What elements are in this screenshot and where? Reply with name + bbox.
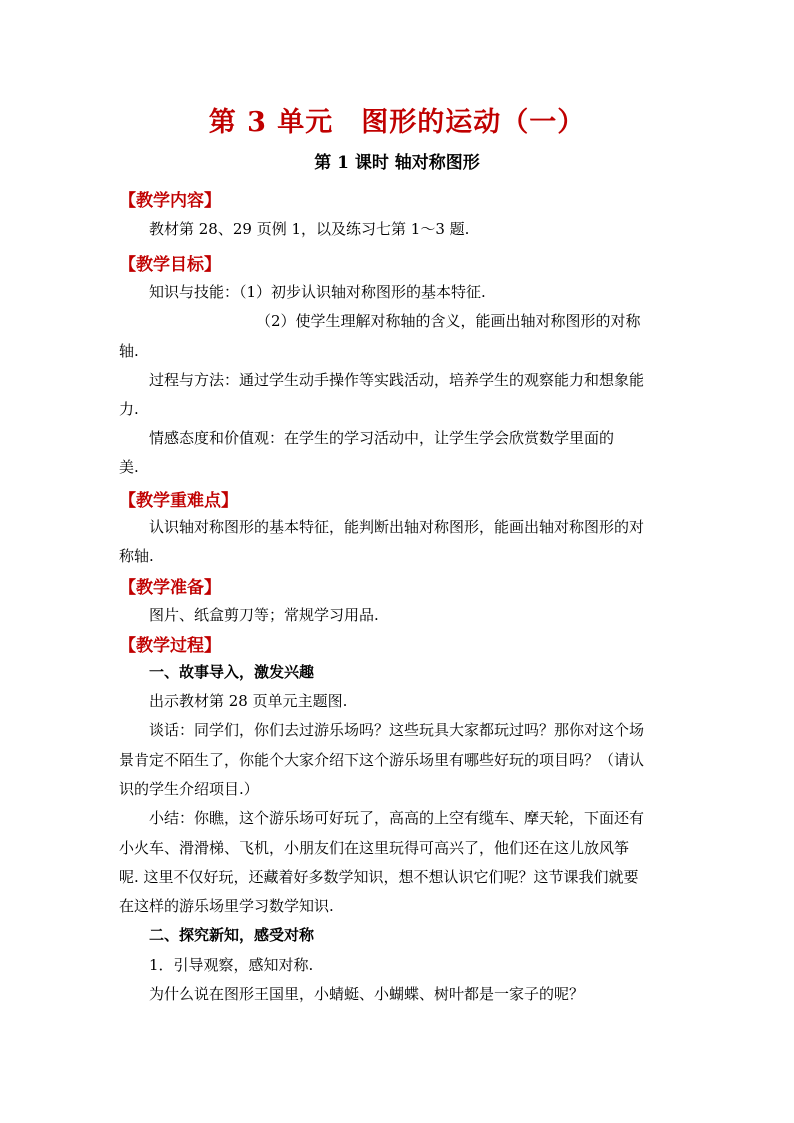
heading-teaching-content: 【教学内容】: [119, 191, 221, 211]
step1-line1: 出示教材第 28 页单元主题图.: [149, 692, 348, 710]
talk-line-c: 识的学生介绍项目.）: [119, 780, 259, 798]
goal-process-b: 力.: [119, 400, 139, 418]
prep-text: 图片、纸盒剪刀等；常规学习用品.: [149, 606, 379, 624]
step2-title: 二、探究新知，感受对称: [149, 926, 315, 944]
heading-process: 【教学过程】: [119, 636, 221, 656]
goal-attitude-a: 情感态度和价值观：在学生的学习活动中，让学生学会欣赏数学里面的: [149, 429, 615, 447]
lesson-subtitle: 第 1 课时 轴对称图形: [314, 153, 480, 173]
keypoints-b: 称轴.: [119, 547, 154, 565]
keypoints-a: 认识轴对称图形的基本特征，能判断出轴对称图形，能画出轴对称图形的对: [149, 518, 645, 536]
step1-title: 一、故事导入，激发兴趣: [149, 663, 315, 681]
unit-title: 第 3 单元 图形的运动（一）: [208, 107, 586, 138]
goal-attitude-b: 美.: [119, 458, 139, 476]
summary-line-d: 在这样的游乐场里学习数学知识.: [119, 897, 334, 915]
goal-knowledge-2a: （2）使学生理解对称轴的含义，能画出轴对称图形的对称: [256, 312, 641, 330]
step2-line2: 为什么说在图形王国里，小蜻蜓、小蝴蝶、树叶都是一家子的呢？: [149, 985, 585, 1003]
heading-teaching-goals: 【教学目标】: [119, 255, 221, 275]
goal-process-a: 过程与方法：通过学生动手操作等实践活动，培养学生的观察能力和想象能: [149, 371, 645, 389]
summary-line-c: 呢. 这里不仅好玩，还藏着好多数学知识，想不想认识它们呢？这节课我们就要: [119, 868, 639, 886]
summary-line-a: 小结：你瞧，这个游乐场可好玩了，高高的上空有缆车、摩天轮，下面还有: [149, 809, 645, 827]
heading-key-points: 【教学重难点】: [119, 491, 238, 511]
heading-preparation: 【教学准备】: [119, 578, 221, 598]
step2-line1: 1．引导观察，感知对称.: [149, 956, 314, 974]
goal-knowledge-1: 知识与技能：（1）初步认识轴对称图形的基本特征.: [149, 283, 486, 301]
talk-line-a: 谈话：同学们，你们去过游乐场吗？这些玩具大家都玩过吗？那你对这个场: [149, 721, 645, 739]
talk-line-b: 景肯定不陌生了，你能个大家介绍下这个游乐场里有哪些好玩的项目吗？（请认: [119, 751, 645, 769]
content-text: 教材第 28、29 页例 1，以及练习七第 1～3 题.: [149, 220, 470, 238]
goal-knowledge-2b: 轴.: [119, 342, 139, 360]
summary-line-b: 小火车、滑滑梯、飞机，小朋友们在这里玩得可高兴了，他们还在这儿放风筝: [119, 839, 630, 857]
